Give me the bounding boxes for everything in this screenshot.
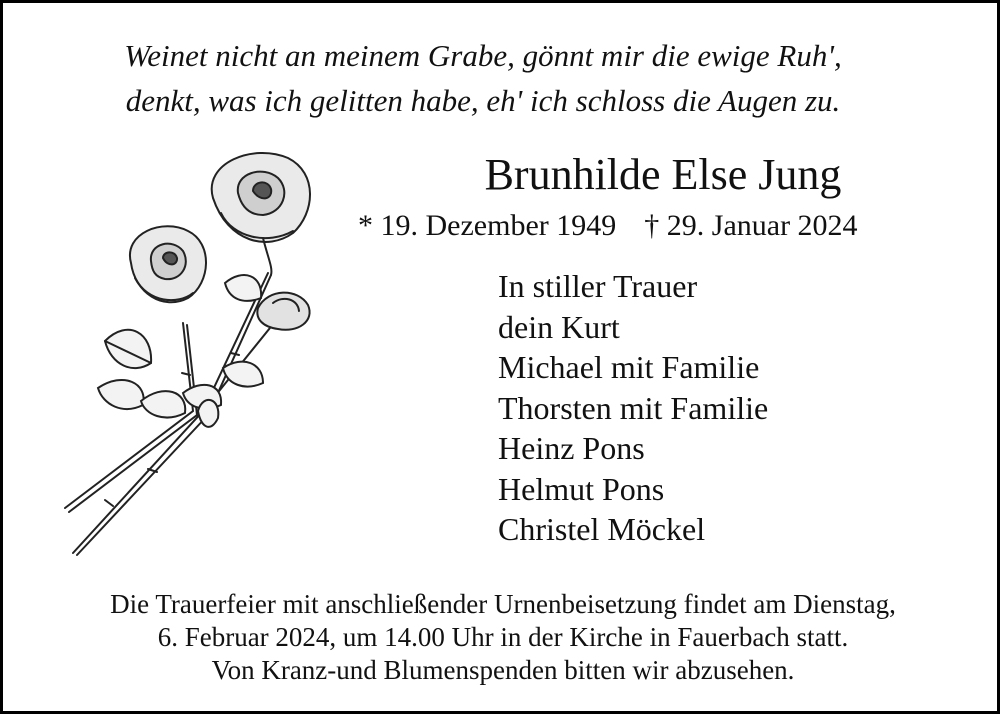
life-dates <box>358 206 858 246</box>
mourner-line: Helmut Pons <box>498 470 665 507</box>
memorial-verse <box>43 33 923 123</box>
notice-line-3: Von Kranz-und Blumenspenden bitten wir abzusehen. <box>211 655 795 685</box>
rose-illustration-icon <box>53 143 323 563</box>
funeral-notice <box>33 588 973 687</box>
birth-date: * 19. Dezember 1949 <box>358 209 617 242</box>
verse-line-2: denkt, was ich gelitten habe, eh' ich schloss die Augen zu. <box>125 83 841 118</box>
death-date: † 29. Januar 2024 <box>644 209 858 242</box>
verse-line-1: Weinet nicht an meinem Grabe, gönnt mir die ewige Ruh', <box>124 38 842 73</box>
deceased-name: Brunhilde Else Jung <box>484 150 842 199</box>
mourner-line: Michael mit Familie <box>498 349 760 385</box>
mourners-list <box>498 266 768 550</box>
mourner-line: Thorsten mit Familie <box>498 389 769 426</box>
mourner-line: Heinz Pons <box>498 430 645 466</box>
notice-line-1: Die Trauerfeier mit anschließender Urnenbeisetzung findet am Dienstag, <box>110 589 896 619</box>
notice-line-2: 6. Februar 2024, um 14.00 Uhr in der Kirche in Fauerbach statt. <box>157 622 849 652</box>
mourner-line: Christel Möckel <box>498 511 706 547</box>
mourner-line: In stiller Trauer <box>498 268 698 304</box>
mourner-line: dein Kurt <box>498 308 620 345</box>
